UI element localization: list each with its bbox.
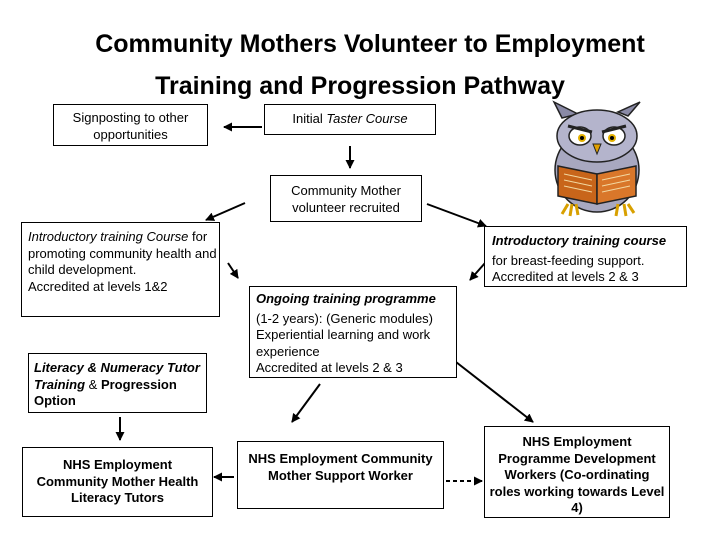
reading-owl-icon: [540, 100, 655, 218]
nhs-support-worker-box: [237, 441, 444, 509]
title-line-1: Community Mothers Volunteer to Employment: [95, 30, 645, 58]
ongoing-accredited: Accredited at levels 2 & 3: [256, 360, 403, 375]
taster-course-box: [264, 104, 436, 135]
taster-prefix: Initial: [292, 111, 327, 126]
arrow-recruited-to-intro-left: [206, 203, 245, 220]
volunteer-recruited-box: [270, 175, 422, 222]
taster-emphasis: Taster Course: [326, 111, 408, 126]
title-line-2: Training and Progression Pathway: [155, 72, 565, 100]
ongoing-text: (1-2 years): (Generic modules) Experiential learning and work experience: [256, 310, 433, 359]
intro-left-text: for promoting community health and child development.: [28, 229, 217, 277]
arrow-ongoing-to-nhs-mid: [292, 384, 320, 422]
recruited-text: Community Mother volunteer recruited: [291, 183, 401, 215]
intro-training-left-box: [21, 222, 220, 317]
literacy-rest: Progression Option: [34, 376, 177, 408]
nhs-left-text: NHS Employment Community Mother Health Literacy Tutors: [36, 457, 199, 505]
intro-training-right-box: [484, 226, 687, 287]
literacy-numeracy-box: [28, 353, 207, 413]
arrow-intro-right-to-ongoing: [470, 263, 485, 280]
nhs-programme-development-box: [484, 426, 670, 518]
ongoing-training-box: [249, 286, 457, 378]
intro-left-accredited: Accredited at levels 1&2: [28, 278, 168, 294]
intro-right-emphasis: Introductory training course: [492, 233, 667, 248]
arrow-recruited-to-intro-right: [427, 204, 486, 226]
arrow-ongoing-to-nhs-right: [456, 362, 533, 422]
nhs-right-text: NHS Employment Programme Development Workers (Co-ordinating roles working towards Level 4): [489, 434, 665, 515]
intro-right-text: for breast-feeding support. Accredited at levels 2 & 3: [492, 252, 645, 284]
nhs-mid-text: NHS Employment Community Mother Support Worker: [248, 451, 433, 483]
literacy-emphasis: Literacy & Numeracy Tutor Training: [34, 360, 200, 392]
intro-left-emphasis: Introductory training Course: [28, 229, 189, 244]
nhs-health-literacy-tutors-box: [22, 447, 213, 517]
signposting-text: Signposting to other opportunities: [72, 110, 189, 142]
literacy-amp: &: [85, 376, 101, 392]
ongoing-emphasis: Ongoing training programme: [256, 291, 436, 306]
signposting-box: [53, 104, 208, 146]
arrow-intro-left-to-ongoing: [228, 263, 238, 278]
